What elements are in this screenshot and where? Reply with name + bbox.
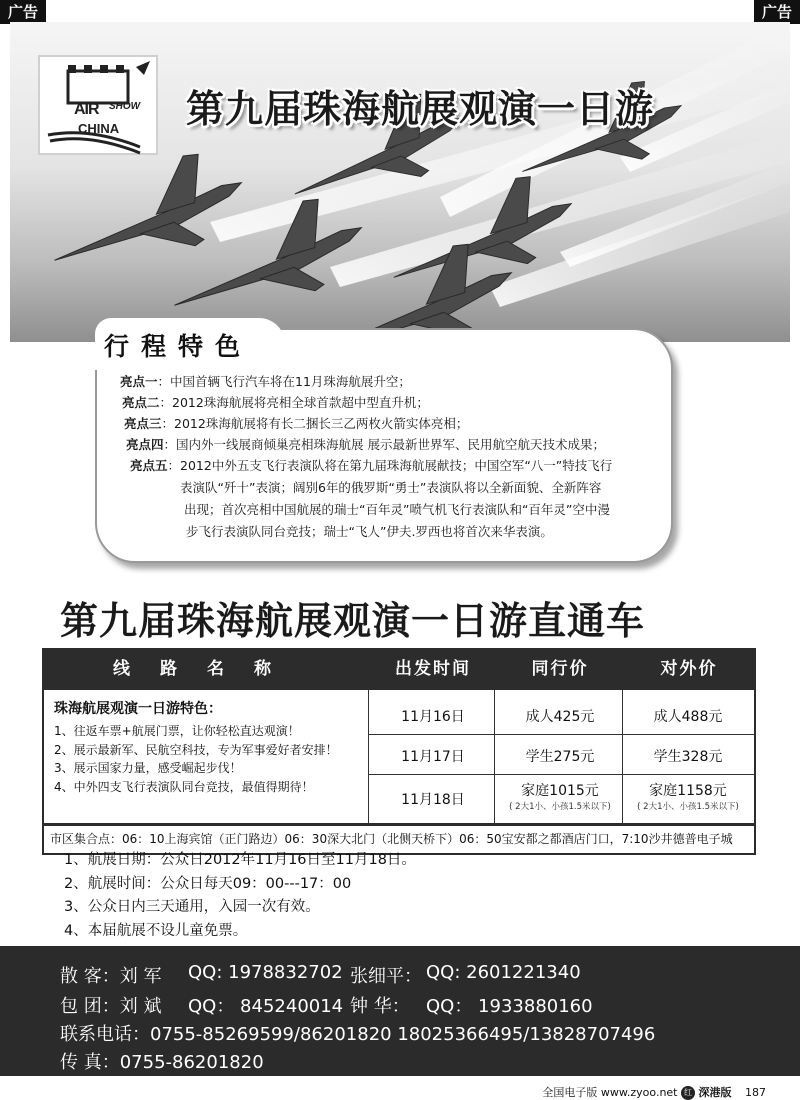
- page-number: 187: [745, 1086, 766, 1099]
- route-item: 1、往返车票+航展门票，让你轻松直达观演！: [54, 724, 300, 738]
- highlight-3: 亮点三：2012珠海航展将有长二捆长三乙两枚火箭实体亮相；: [124, 416, 469, 431]
- header-public-price: 对外价: [660, 659, 718, 679]
- section-title: 第九届珠海航展观演一日游直通车: [60, 599, 646, 643]
- page-title: 第九届珠海航展观演一日游: [186, 87, 655, 131]
- logo-china-text: CHINA: [78, 121, 120, 136]
- header-peer-price: 同行价: [531, 659, 589, 679]
- date-nov-16: 11月16日: [401, 709, 465, 725]
- note-item: 4、本届航展不设儿童免票。: [64, 922, 248, 939]
- contact-name: 钟 华：: [350, 996, 410, 1017]
- notes-list: [64, 849, 416, 943]
- highlight-1: 亮点一：中国首辆飞行汽车将在11月珠海航展升空；: [120, 374, 411, 389]
- contact-qq: QQ: 2601221340: [426, 962, 581, 983]
- table-header: [42, 648, 756, 690]
- highlight-5-line-4: 步飞行表演队同台竞技；瑞士“飞人”伊夫.罗西也将首次来华表演。: [186, 524, 553, 539]
- route-description: [54, 698, 370, 796]
- logo-show-text: SHOW: [109, 101, 141, 112]
- highlight-5: 亮点五：2012中外五支飞行表演队将在第九届珠海航展献技；中国空军“八一”特技飞行: [130, 458, 613, 473]
- note-item: 1、航展日期：公众日2012年11月16日至11月18日。: [64, 852, 416, 868]
- route-item: 4、中外四支飞行表演队同台竞技，最值得期待！: [54, 779, 314, 794]
- peer-price-adult: 成人425元: [525, 709, 595, 725]
- contact-phone: 联系电话：0755-85269599/86201820 18025366495/13828707496: [60, 1024, 656, 1045]
- table-body: [42, 690, 756, 825]
- logo-graphic: [40, 57, 160, 157]
- page-footer: [542, 1084, 766, 1100]
- peer-price-student: 学生275元: [525, 749, 595, 765]
- footer-badge-icon: 红: [681, 1086, 695, 1100]
- features-heading: 行程特色: [104, 332, 253, 361]
- jet: [38, 144, 254, 280]
- ad-tag-left: 广告: [0, 0, 46, 24]
- route-item: 2、展示最新军、民航空科技，专为军事爱好者安排！: [54, 742, 338, 757]
- peer-family-note: ( 2大1小、小孩1.5米以下): [509, 802, 611, 812]
- highlight-5-line-3: 出现；首次亮相中国航展的瑞士“百年灵”喷气机飞行表演队和“百年灵”空中漫: [184, 502, 610, 517]
- divider: [368, 774, 754, 775]
- peer-price-family: 家庭1015元: [521, 783, 599, 799]
- footer-url[interactable]: www.zyoo.net: [600, 1086, 678, 1099]
- divider: [368, 734, 754, 735]
- header-route: 线路名称: [113, 659, 301, 679]
- route-title: 珠海航展观演一日游特色：: [54, 701, 222, 717]
- public-family-note: ( 2大1小、小孩1.5米以下): [637, 802, 739, 812]
- contact-label: 包 团：刘 斌: [60, 996, 162, 1017]
- public-price-family: 家庭1158元: [649, 783, 727, 799]
- airshow-china-logo: [38, 55, 158, 155]
- highlight-5-line-2: 表演队“歼十”表演；阔别6年的俄罗斯“勇士”表演队将以全新面貌、全新阵容: [180, 480, 602, 495]
- contact-panel: [0, 946, 800, 1076]
- contact-qq: QQ: 1978832702: [188, 962, 343, 983]
- date-nov-18: 11月18日: [401, 792, 465, 808]
- meeting-points: 市区集合点：06：10上海宾馆（正门路边）06：30深大北门（北侧天桥下）06：50宝安都之都酒店门口，7:10沙井德普电子城: [42, 825, 756, 855]
- public-price-student: 学生328元: [653, 749, 723, 765]
- contact-qq: QQ： 845240014: [188, 996, 344, 1017]
- footer-region: 深港版: [698, 1086, 732, 1099]
- date-nov-17: 11月17日: [401, 749, 465, 765]
- contact-label: 散 客：刘 军: [60, 966, 162, 987]
- logo-air-text: AIR: [74, 101, 99, 118]
- note-item: 3、公众日内三天通用，入园一次有效。: [64, 899, 320, 915]
- contact-name: 张细平：: [350, 966, 422, 987]
- public-price-adult: 成人488元: [653, 709, 723, 725]
- highlight-2: 亮点二：2012珠海航展将亮相全球首款超中型直升机；: [122, 395, 429, 410]
- route-item: 3、展示国家力量，感受崛起步伐！: [54, 761, 242, 775]
- contact-qq: QQ： 1933880160: [426, 996, 593, 1017]
- footer-edition: 全国电子版: [542, 1086, 598, 1099]
- ad-tag-right: 广告: [754, 0, 800, 24]
- contact-fax: 传 真：0755-86201820: [60, 1052, 264, 1073]
- header-departure: 出发时间: [395, 659, 471, 679]
- note-item: 2、航展时间：公众日每天09：00---17：00: [64, 875, 352, 892]
- highlight-4: 亮点四：国内外一线展商倾巢亮相珠海航展 展示最新世界军、民用航空航天技术成果；: [126, 437, 605, 452]
